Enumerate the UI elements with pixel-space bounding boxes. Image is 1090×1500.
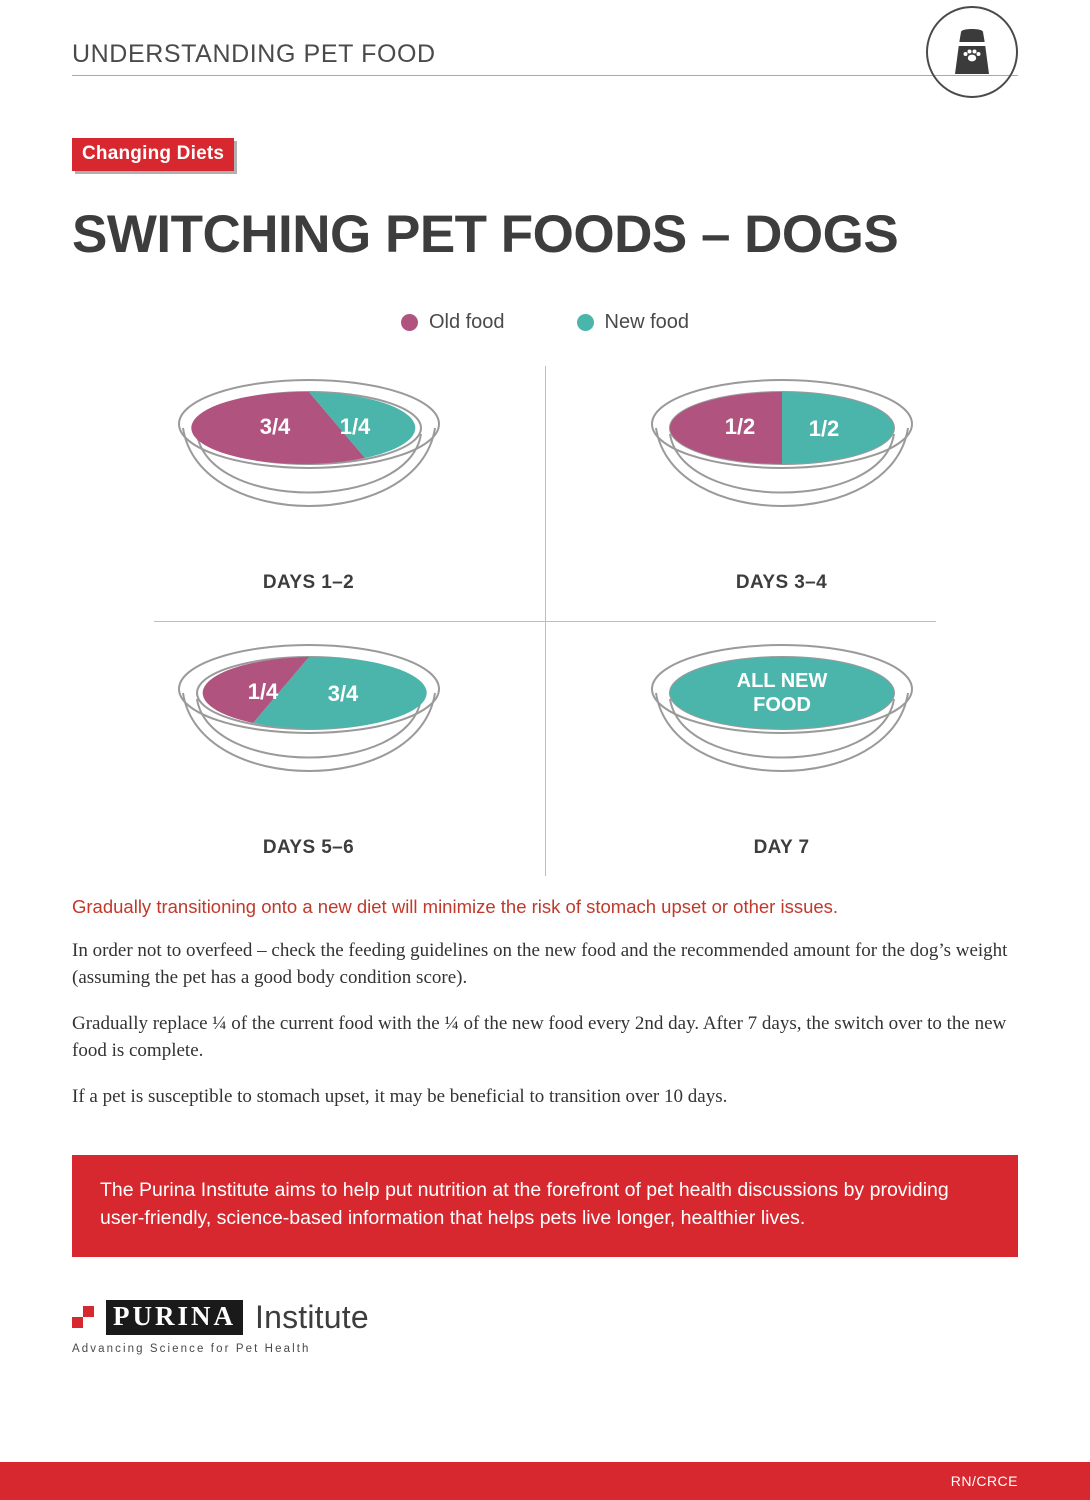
header-title: UNDERSTANDING PET FOOD <box>72 40 436 68</box>
legend-dot-new-food <box>577 314 594 331</box>
legend-item-old-food <box>401 311 505 334</box>
bowl-panel-days-1-2 <box>72 356 545 621</box>
bowl-label-day-7: DAY 7 <box>753 836 810 858</box>
footer-code: RN/CRCE <box>950 1473 1018 1489</box>
legend-item-new-food <box>577 311 690 334</box>
legend-label-new-food: New food <box>604 310 690 333</box>
bowl-illustration-days-1-2 <box>159 362 459 562</box>
fraction-new-days-1-2: 1/4 <box>339 413 370 439</box>
logo-tagline: Advancing Science for Pet Health <box>72 1342 311 1355</box>
purina-logo-row <box>72 1299 1018 1336</box>
bowl-label-days-3-4: DAYS 3–4 <box>735 571 828 593</box>
purina-institute-logo <box>72 1299 1018 1355</box>
bowl-illustration-day-7 <box>632 627 932 827</box>
chart-legend <box>72 311 1018 334</box>
page-title: SWITCHING PET FOODS – DOGS <box>72 205 899 264</box>
fraction-new-days-3-4: 1/2 <box>808 415 839 441</box>
header-divider <box>72 75 1018 76</box>
bowl-panel-days-3-4 <box>545 356 1018 621</box>
bowl-panel-day-7 <box>545 621 1018 886</box>
legend-dot-old-food <box>401 314 418 331</box>
fraction-new-day-7-line1: ALL NEW <box>736 669 827 692</box>
body-paragraph-1: In order not to overfeed – check the feeding guidelines on the new food and the recommended amount for the dog’s weight (assuming the pet has a good body condition score). <box>72 940 1008 989</box>
legend-label-old-food: Old food <box>428 310 505 333</box>
bowl-illustration-days-3-4 <box>632 362 932 562</box>
purina-checkerboard-icon <box>72 1306 94 1328</box>
fraction-new-day-7-line2: FOOD <box>752 693 811 716</box>
body-paragraph-3: If a pet is susceptible to stomach upset, it may be beneficial to transition over 10 days. <box>72 1086 728 1108</box>
lede-text: Gradually transitioning onto a new diet will minimize the risk of stomach upset or other issues. <box>72 895 839 917</box>
institute-wordmark: Institute <box>255 1298 369 1335</box>
fraction-new-days-5-6: 3/4 <box>327 680 358 706</box>
bowl-illustration-days-5-6 <box>159 627 459 827</box>
page-header <box>72 0 1018 108</box>
fraction-old-days-5-6: 1/4 <box>247 678 278 704</box>
kicker-container <box>72 138 1018 171</box>
fraction-old-days-1-2: 3/4 <box>259 413 290 439</box>
body-paragraph-2: Gradually replace ¼ of the current food with the ¼ of the new food every 2nd day. After 7 days, the switch over to the new food is complete. <box>72 1013 1007 1062</box>
bowl-label-days-1-2: DAYS 1–2 <box>262 571 355 593</box>
fraction-old-days-3-4: 1/2 <box>724 413 755 439</box>
kicker-badge: Changing Diets <box>72 138 234 171</box>
footer-bar <box>0 1462 1090 1500</box>
bowls-grid <box>72 356 1018 886</box>
bowl-label-days-5-6: DAYS 5–6 <box>262 836 355 858</box>
purina-wordmark: PURINA <box>106 1300 243 1335</box>
mission-callout: The Purina Institute aims to help put nutrition at the forefront of pet health discussions by providing user-friendly, science-based information that helps pets live longer, healthier lives. <box>72 1155 1018 1256</box>
bowl-panel-days-5-6 <box>72 621 545 886</box>
pet-food-bag-icon <box>926 6 1018 98</box>
